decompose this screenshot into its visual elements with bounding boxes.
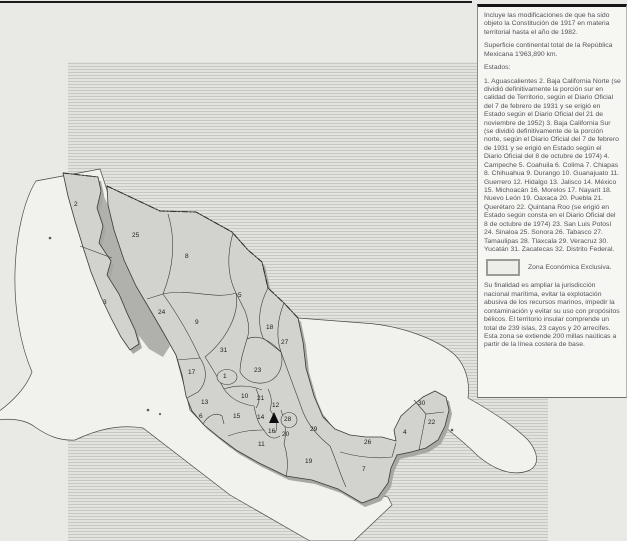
state-number-label: 10 <box>241 393 249 400</box>
eez-description: Su finalidad es ampliar la jurisdicción nacional marítima, evitar la explotación abusiva de los recursos marinos, impedir la contaminación y evitar su uso con propósitos bélicos. El territorio insular comprende un total de 239 islas, 23 cayos y 20 arrecifes. Esta zona se extiende 200 millas naúticas a partir de la línea costera de base. <box>484 282 620 349</box>
state-number-label: 12 <box>272 402 280 409</box>
intro-note: Incluye las modificaciones de que ha sido objeto la Constitución de 1917 en materia territorial hasta el año de 1982. <box>484 12 610 36</box>
surface-area-note: Superficie continental total de la República Mexicana 1'963,890 km. <box>484 42 613 58</box>
state-number-label: 5 <box>238 292 242 299</box>
state-number-label: 24 <box>158 309 166 316</box>
state-number-label: 18 <box>266 324 274 331</box>
state-number-label: 14 <box>257 414 265 421</box>
state-number-label: 25 <box>132 232 140 239</box>
state-number-label: 8 <box>185 253 189 260</box>
state-number-label: 26 <box>364 439 372 446</box>
eez-legend-label: Zona Económica Exclusiva. <box>528 263 612 271</box>
state-number-label: 31 <box>220 347 228 354</box>
state-number-label: 7 <box>362 466 366 473</box>
state-number-label: 15 <box>233 413 241 420</box>
estados-list: 1. Aguascalientes 2. Baja California Norte (se dividió definitivamente la porción sur en calidad de Territorio, según el Diario Oficial del 7 de febrero de 1931 y se erigió en Estado según el Diario Oficial del 21 de noviembre de 1952) 3. Baja California Sur (se dividió definitivamente de la porción norte, según el Diario Oficial del 7 de febrero de 1931 y se erigió en Estado según el Diario Oficial del 8 de octubre de 1974) 4. Campeche 5. Coahuila 6. Colima 7. Chiapas 8. Chihuahua 9. Durango 10. Guanajuato 11. Guerrero 12. Hidalgo 13. Jalisco 14. México 15. Michoacán 16. Morelos 17. Nayarit 18. Nuevo León 19. Oaxaca 20. Puebla 21. Querétaro 22. Quintana Roo (se erigió en Estado según consta en el Diario Oficial del 8 de octubre de 1974) 23. San Luis Potosí 24. Sinaloa 25. Sonora 26. Tabasco 27. Tamaulipas 28. Tlaxcala 29. Veracruz 30. Yucatán 31. Zacatecas 32. Distrito Federal. <box>484 77 621 253</box>
info-panel <box>477 4 627 398</box>
state-number-label: 4 <box>403 429 407 436</box>
eez-legend-swatch <box>486 259 520 276</box>
state-number-label: 2 <box>74 201 78 208</box>
state-number-label: 17 <box>188 369 196 376</box>
state-number-label: 16 <box>268 428 276 435</box>
legend-row <box>484 259 621 276</box>
state-number-label: 23 <box>254 367 262 374</box>
state-number-label: 1 <box>223 373 227 380</box>
state-number-label: 3 <box>103 299 107 306</box>
state-number-label: 13 <box>201 399 209 406</box>
state-number-label: 21 <box>257 395 265 402</box>
state-number-label: 9 <box>195 319 199 326</box>
state-number-label: 6 <box>199 413 203 420</box>
state-number-label: 28 <box>284 416 292 423</box>
state-number-label: 11 <box>258 441 265 448</box>
state-number-label: 30 <box>418 400 426 407</box>
state-number-label: 29 <box>310 426 318 433</box>
state-number-label: 27 <box>281 339 289 346</box>
estados-heading: Estados: <box>484 64 511 72</box>
state-number-label: 20 <box>282 431 290 438</box>
aguascalientes-ellipse <box>217 370 237 385</box>
tlaxcala-circle <box>281 413 297 428</box>
state-number-label: 19 <box>305 458 313 465</box>
state-number-label: 22 <box>428 419 436 426</box>
